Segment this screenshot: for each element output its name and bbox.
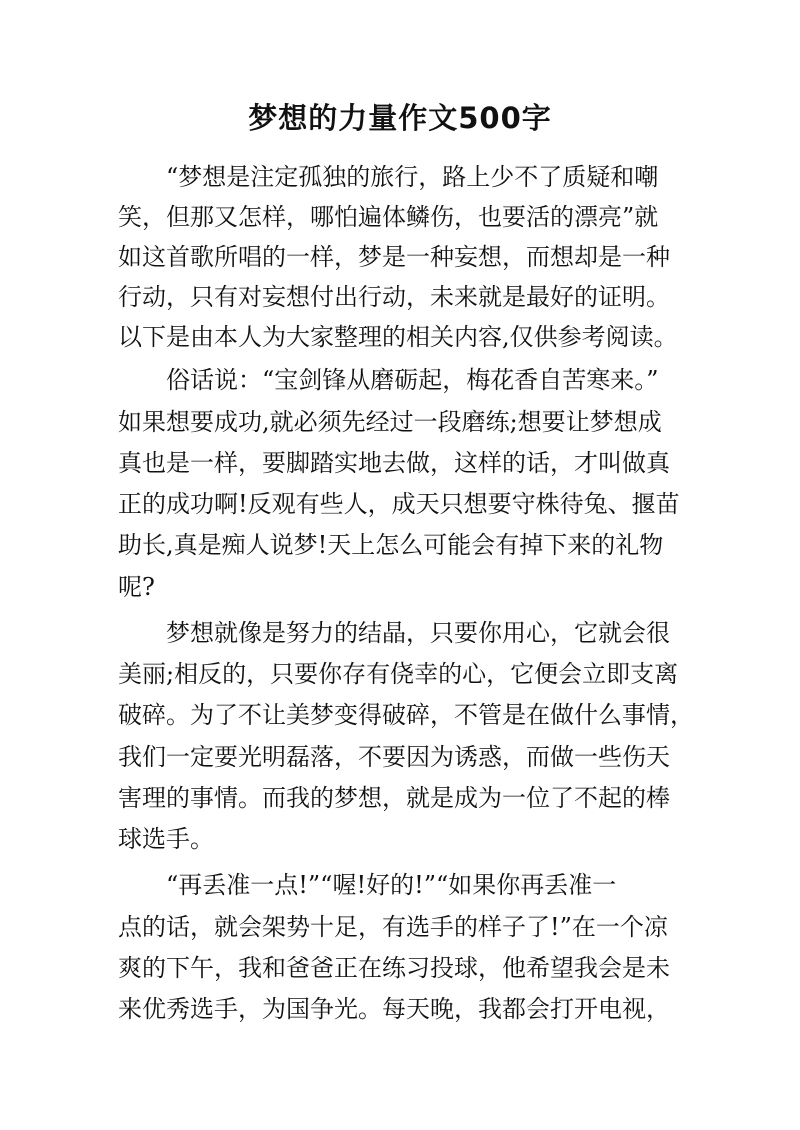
document-title: 梦想的力量作文500字 — [248, 101, 552, 135]
paragraph-line: 破碎。为了不让美梦变得破碎，不管是在做什么事情， — [118, 701, 694, 729]
paragraph-line: 害理的事情。而我的梦想，就是成为一位了不起的棒 — [118, 784, 670, 812]
paragraph-line: 如果想要成功,就必须先经过一段磨练;想要让梦想成 — [118, 408, 662, 436]
paragraph-line: 爽的下午，我和爸爸正在练习投球，他希望我会是未 — [118, 954, 670, 982]
paragraph-line: 我们一定要光明磊落，不要因为诱惑，而做一些伤天 — [118, 743, 670, 771]
paragraph-line: 美丽;相反的，只要你存有侥幸的心，它便会立即支离 — [118, 660, 679, 688]
paragraph-line: 笑，但那又怎样，哪怕遍体鳞伤，也要活的漂亮”就 — [118, 203, 659, 231]
paragraph-line: 来优秀选手，为国争光。每天晚，我都会打开电视， — [118, 995, 670, 1023]
paragraph-line: 呢? — [118, 573, 155, 601]
paragraph-line: 点的话，就会架势十足，有选手的样子了!”在一个凉 — [118, 913, 668, 941]
paragraph-line: 行动，只有对妄想付出行动，未来就是最好的证明。 — [118, 283, 670, 311]
paragraph-line: 梦想就像是努力的结晶，只要你用心，它就会很 — [166, 619, 670, 647]
paragraph-line: “梦想是注定孤独的旅行，路上少不了质疑和嘲 — [166, 163, 659, 191]
paragraph-line: “再丢准一点!”“喔!好的!”“如果你再丢准一 — [166, 871, 617, 899]
paragraph-line: 正的成功啊!反观有些人，成天只想要守株待兔、揠苗 — [118, 490, 680, 518]
paragraph-line: 助长,真是痴人说梦!天上怎么可能会有掉下来的礼物 — [118, 531, 664, 559]
paragraph-line: 如这首歌所唱的一样，梦是一种妄想，而想却是一种 — [118, 243, 670, 271]
paragraph-line: 俗话说：“宝剑锋从磨砺起，梅花香自苦寒来。” — [166, 366, 659, 394]
paragraph-line: 真也是一样，要脚踏实地去做，这样的话，才叫做真 — [118, 449, 670, 477]
paragraph-line: 以下是由本人为大家整理的相关内容,仅供参考阅读。 — [118, 323, 678, 351]
paragraph-line: 球选手。 — [118, 825, 214, 853]
